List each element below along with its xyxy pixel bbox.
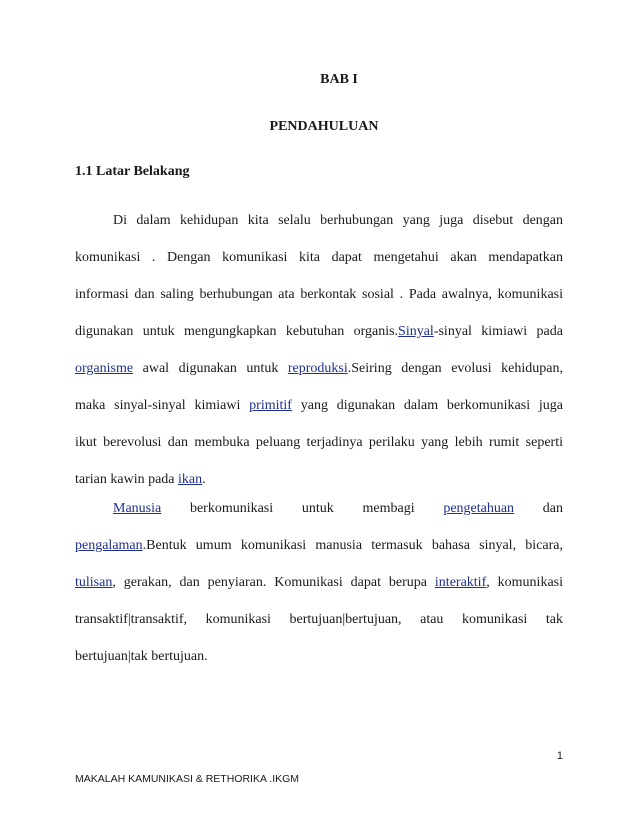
- link-sinyal[interactable]: Sinyal: [398, 324, 434, 339]
- paragraph-line: komunikasi . Dengan komunikasi kita dapat mengetahui akan mendapatkan: [75, 250, 563, 265]
- paragraph-line: [75, 350, 563, 387]
- text-segment: .Seiring dengan evolusi kehidupan,: [347, 361, 563, 376]
- link-ikan[interactable]: ikan: [178, 472, 203, 487]
- paragraph-line: ikut berevolusi dan membuka peluang terjadinya perilaku yang lebih rumit seperti: [75, 435, 563, 450]
- text-segment: , komunikasi: [486, 575, 563, 590]
- text-segment: dan: [542, 501, 563, 516]
- text-segment: -sinyal kimiawi pada: [433, 324, 563, 339]
- page-number: 1: [556, 750, 563, 762]
- paragraph-line: [75, 527, 563, 564]
- text-segment: tarian kawin pada: [75, 472, 179, 487]
- link-manusia[interactable]: Manusia: [113, 501, 162, 516]
- link-tulisan[interactable]: tulisan: [75, 575, 113, 590]
- paragraph-line: [75, 564, 563, 601]
- paragraph-2: [75, 490, 563, 675]
- page-footer: MAKALAH KAMUNIKASI & RETHORIKA .IKGM: [75, 773, 300, 785]
- text-segment: berkomunikasi: [189, 501, 274, 516]
- link-organisme[interactable]: organisme: [75, 361, 134, 376]
- paragraph-line: [75, 490, 563, 527]
- paragraph-line: [75, 387, 563, 424]
- chapter-heading: BAB I: [320, 72, 358, 87]
- chapter-title: PENDAHULUAN: [269, 119, 379, 134]
- text-segment: yang digunakan dalam berkomunikasi juga: [291, 398, 563, 413]
- link-reproduksi[interactable]: reproduksi: [287, 361, 348, 376]
- text-segment: awal digunakan untuk: [133, 361, 288, 376]
- paragraph-line: transaktif|transaktif, komunikasi bertujuan|bertujuan, atau komunikasi tak: [75, 612, 563, 627]
- paragraph-line: bertujuan|tak bertujuan.: [75, 649, 208, 664]
- text-segment: membagi: [362, 501, 415, 516]
- text-segment: untuk: [301, 501, 334, 516]
- paragraph-line: [75, 313, 563, 350]
- paragraph-line: informasi dan saling berhubungan ata berkontak sosial . Pada awalnya, komunikasi: [75, 287, 563, 302]
- text-segment: .: [202, 472, 206, 487]
- link-primitif[interactable]: primitif: [249, 398, 292, 413]
- link-pengalaman[interactable]: pengalaman: [75, 538, 143, 553]
- paragraph-line: Di dalam kehidupan kita selalu berhubungan yang juga disebut dengan: [113, 213, 563, 228]
- text-segment: maka sinyal-sinyal kimiawi: [75, 398, 250, 413]
- text-segment: .Bentuk umum komunikasi manusia termasuk bahasa sinyal, bicara,: [142, 538, 563, 553]
- section-title: 1.1 Latar Belakang: [75, 164, 190, 179]
- paragraph-1: [75, 202, 563, 498]
- link-pengetahuan[interactable]: pengetahuan: [443, 501, 515, 516]
- text-segment: digunakan untuk mengungkapkan kebutuhan organis.: [75, 324, 399, 339]
- link-interaktif[interactable]: interaktif: [434, 575, 487, 590]
- text-segment: , gerakan, dan penyiaran. Komunikasi dapat berupa: [112, 575, 435, 590]
